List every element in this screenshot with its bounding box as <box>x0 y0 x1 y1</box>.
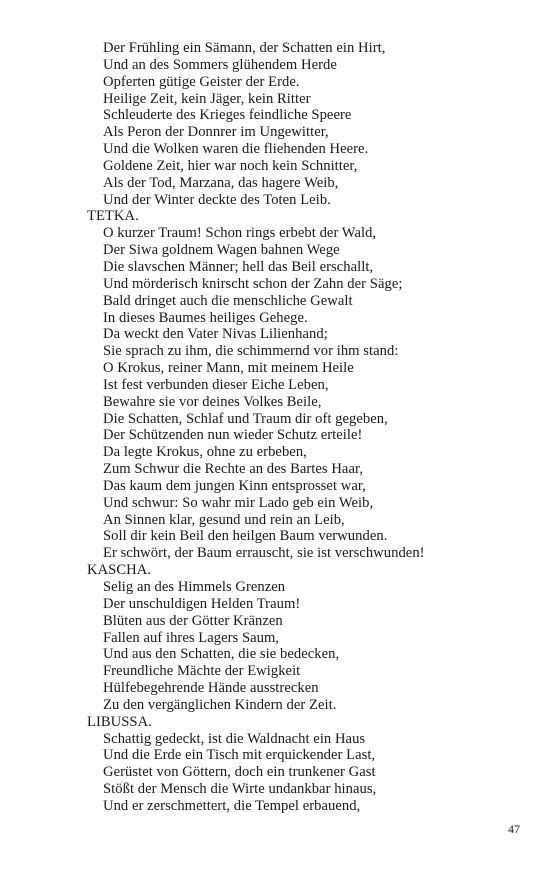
verse-line: Zu den vergänglichen Kindern der Zeit. <box>103 696 337 713</box>
verse-line: Schattig gedeckt, ist die Waldnacht ein Haus <box>103 730 366 747</box>
verse-line: An Sinnen klar, gesund und rein an Leib, <box>103 511 345 528</box>
verse-line: Heilige Zeit, kein Jäger, kein Ritter <box>103 90 311 107</box>
verse-line: Hülfebegehrende Hände ausstrecken <box>103 680 319 697</box>
verse-line: Und der Winter deckte des Toten Leib. <box>103 191 331 208</box>
verse-line: In dieses Baumes heiliges Gehege. <box>103 309 308 326</box>
verse-line: O kurzer Traum! Schon rings erbebt der Wald, <box>103 225 377 242</box>
speaker-name: TETKA. <box>87 208 139 225</box>
verse-line: Stößt der Mensch die Wirte undankbar hinaus, <box>103 781 377 798</box>
verse-line: Die Schatten, Schlaf und Traum dir oft gegeben, <box>103 410 388 427</box>
verse-line: Er schwört, der Baum errauscht, sie ist verschwunden! <box>103 545 425 562</box>
verse-line: Der Frühling ein Sämann, der Schatten ein Hirt, <box>103 40 386 56</box>
verse-line: Zum Schwur die Rechte an des Bartes Haar, <box>103 461 364 478</box>
speaker-name: LIBUSSA. <box>87 713 152 730</box>
verse-line: Bewahre sie vor deines Volkes Beile, <box>103 393 322 410</box>
verse-line: Der Siwa goldnem Wagen bahnen Wege <box>103 242 340 259</box>
verse-line: Und mörderisch knirscht schon der Zahn der Säge; <box>103 275 403 292</box>
verse-line: Ist fest verbunden dieser Eiche Leben, <box>103 376 329 393</box>
verse-line: Freundliche Mächte der Ewigkeit <box>103 663 301 680</box>
verse-line: Goldene Zeit, hier war noch kein Schnitter, <box>103 157 358 174</box>
verse-line: Fallen auf ihres Lagers Saum, <box>103 629 280 646</box>
verse-line: Da legte Krokus, ohne zu erbeben, <box>103 444 307 461</box>
verse-line: Und die Wolken waren die fliehenden Heere. <box>103 141 369 158</box>
verse-line: Soll dir kein Beil den heilgen Baum verwunden. <box>103 528 388 545</box>
verse-line: Und die Erde ein Tisch mit erquickender Last, <box>103 747 376 764</box>
page-number: 47 <box>508 822 520 836</box>
verse-line: Und schwur: So wahr mir Lado geb ein Weib, <box>103 494 374 511</box>
verse-line: Und aus den Schatten, die sie bedecken, <box>103 646 340 663</box>
verse-line: Sie sprach zu ihm, die schimmernd vor ihm stand: <box>103 343 399 360</box>
verse-line: Selig an des Himmels Grenzen <box>103 579 286 595</box>
verse-line: Bald dringet auch die menschliche Gewalt <box>103 292 353 309</box>
verse-line: Da weckt den Vater Nivas Lilienhand; <box>103 326 328 343</box>
verse-line: Die slavschen Männer; hell das Beil erschallt, <box>103 258 374 275</box>
speaker-name: KASCHA. <box>87 562 152 579</box>
verse-line: Der Schützenden nun wieder Schutz erteile! <box>103 427 363 444</box>
verse-line: O Krokus, reiner Mann, mit meinem Heile <box>103 360 354 377</box>
verse-line: Der unschuldigen Helden Traum! <box>103 595 301 612</box>
verse-line: Blüten aus der Götter Kränzen <box>103 612 283 629</box>
verse-line: Schleuderte des Krieges feindliche Speere <box>103 107 352 124</box>
verse-line: Und an des Sommers glühendem Herde <box>103 56 337 73</box>
verse-line: Gerüstet von Göttern, doch ein trunkener Gast <box>103 764 376 781</box>
verse-line: Opferten gütige Geister der Erde. <box>103 73 300 90</box>
verse-line: Als der Tod, Marzana, das hagere Weib, <box>103 174 339 191</box>
verse-line: Als Peron der Donnrer im Ungewitter, <box>103 124 329 141</box>
verse-line: Und er zerschmettert, die Tempel erbauend, <box>103 797 361 814</box>
verse-line: Das kaum dem jungen Kinn entsprosset war, <box>103 477 366 494</box>
verse-text-block <box>87 40 537 815</box>
